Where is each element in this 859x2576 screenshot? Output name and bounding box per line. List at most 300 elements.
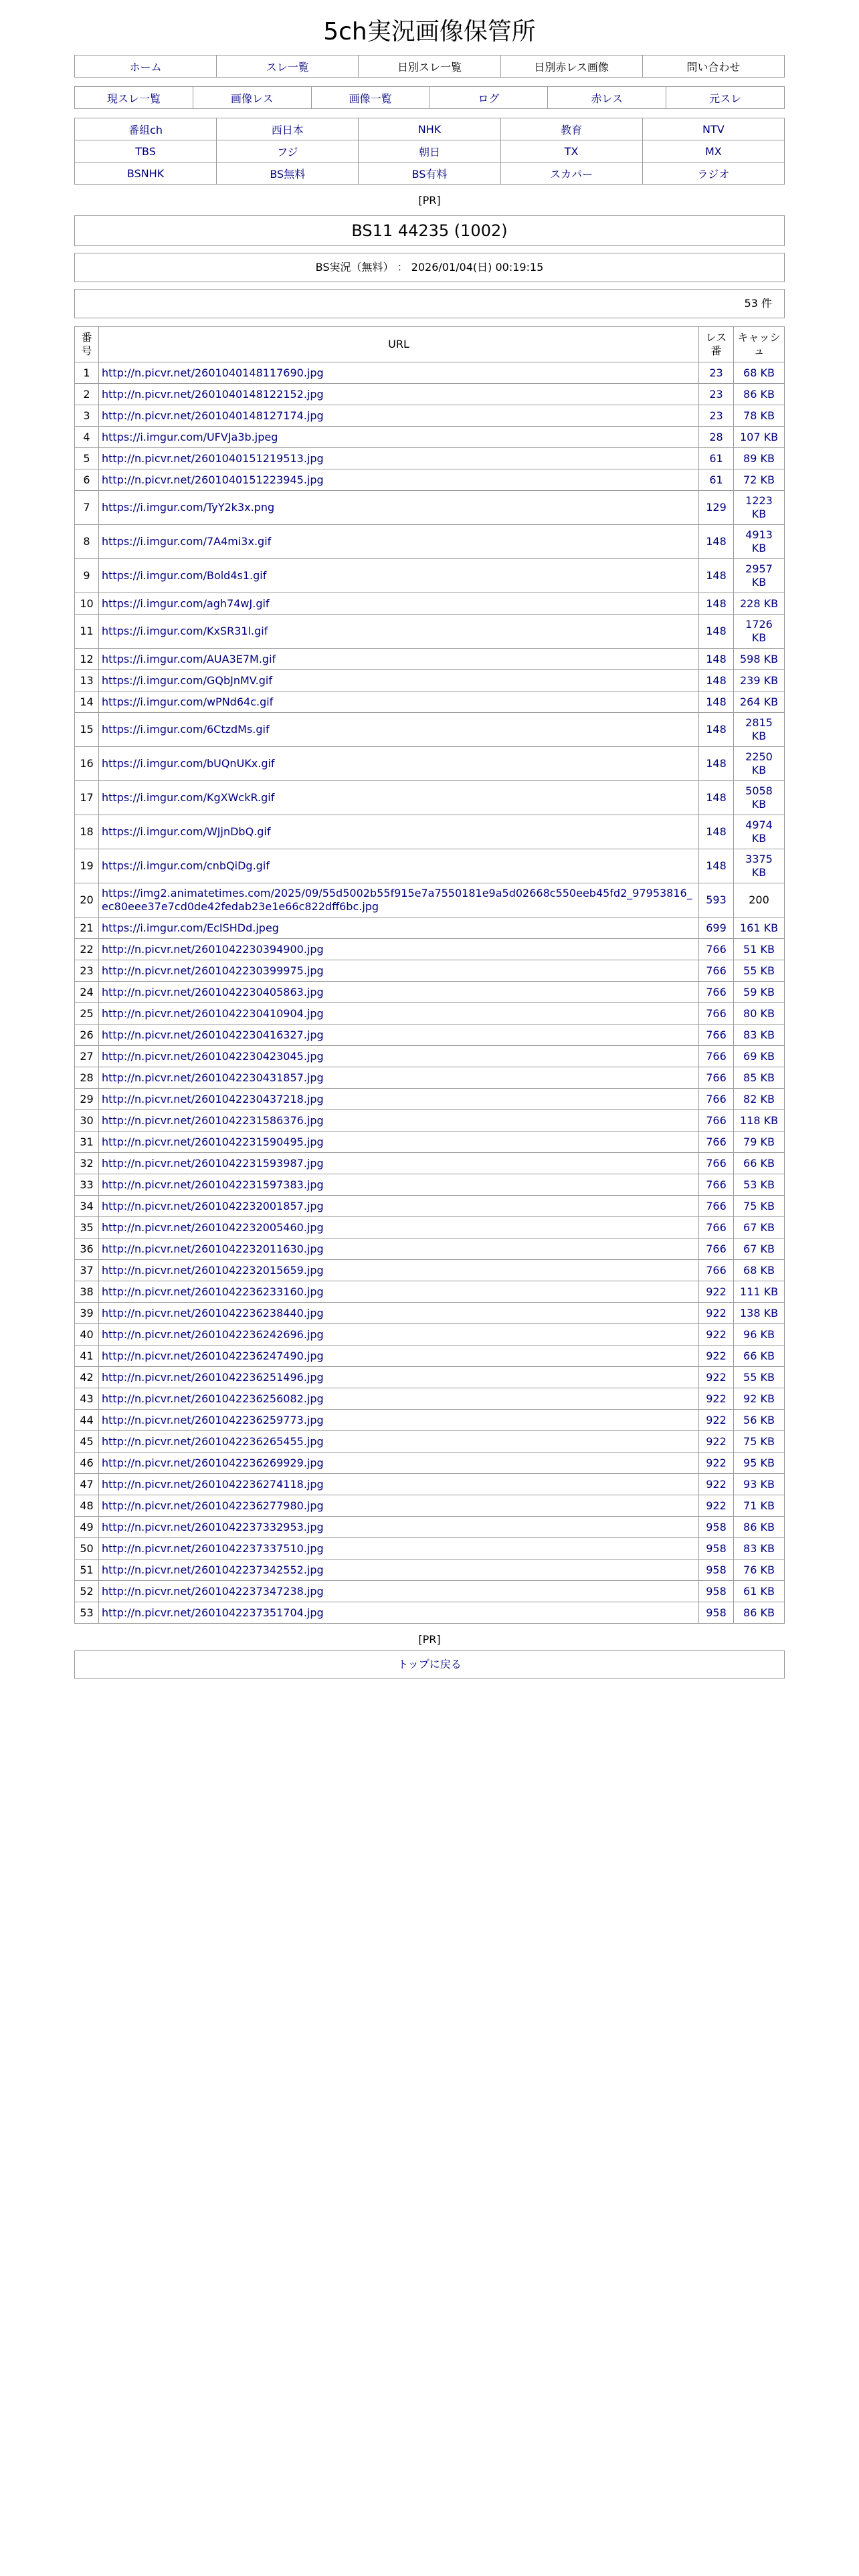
- cache-link[interactable]: 85 KB: [743, 1071, 775, 1084]
- row-cache-cell: [734, 849, 785, 883]
- res-number-link[interactable]: 922: [706, 1499, 727, 1512]
- row-cache-cell: [734, 747, 785, 781]
- res-number-link[interactable]: 766: [706, 1199, 727, 1212]
- res-number-link[interactable]: 766: [706, 1156, 727, 1170]
- res-number-link[interactable]: 922: [706, 1477, 727, 1491]
- res-number-link[interactable]: 148: [706, 652, 727, 665]
- row-cache-cell: [734, 1132, 785, 1153]
- table-row: [75, 1560, 785, 1581]
- channel-nav-row: [75, 118, 785, 140]
- image-url-link[interactable]: http://n.picvr.net/2601042236242696.jpg: [102, 1327, 324, 1341]
- image-url-link[interactable]: http://n.picvr.net/2601042230405863.jpg: [102, 985, 324, 998]
- channel-link[interactable]: NTV: [702, 122, 725, 136]
- cache-link[interactable]: 111 KB: [739, 1285, 779, 1298]
- res-number-link[interactable]: 922: [706, 1327, 727, 1341]
- cache-link[interactable]: 86 KB: [743, 1520, 775, 1533]
- image-url-link[interactable]: http://n.picvr.net/2601042237337510.jpg: [102, 1541, 324, 1555]
- row-number: 52: [75, 1581, 99, 1602]
- thread-nav-item-link[interactable]: 元スレ: [709, 92, 742, 105]
- image-url-link[interactable]: https://i.imgur.com/Bold4s1.gif: [102, 569, 267, 582]
- image-url-link[interactable]: http://n.picvr.net/2601042237332953.jpg: [102, 1520, 324, 1533]
- image-url-link[interactable]: http://n.picvr.net/2601040148127174.jpg: [102, 409, 324, 422]
- image-url-link[interactable]: https://i.imgur.com/AUA3E7M.gif: [102, 652, 276, 665]
- main-nav-item-link[interactable]: スレ一覧: [266, 60, 309, 74]
- pr-label-bottom[interactable]: [PR]: [418, 1633, 441, 1646]
- res-number-link[interactable]: 922: [706, 1370, 727, 1384]
- cache-link[interactable]: 69 KB: [743, 1049, 775, 1063]
- row-number: 17: [75, 781, 99, 815]
- cache-link[interactable]: 80 KB: [743, 1006, 775, 1020]
- row-cache-cell: [734, 1474, 785, 1495]
- image-url-link[interactable]: https://i.imgur.com/GQbJnMV.gif: [102, 673, 272, 687]
- row-number: 47: [75, 1474, 99, 1495]
- cache-link[interactable]: 86 KB: [743, 1606, 775, 1619]
- cache-link[interactable]: 78 KB: [743, 409, 775, 422]
- row-url-cell: [99, 1025, 699, 1046]
- row-number: 45: [75, 1431, 99, 1453]
- cache-link[interactable]: 89 KB: [743, 451, 775, 465]
- channel-link[interactable]: 教育: [561, 123, 583, 136]
- row-cache-cell: [734, 1196, 785, 1217]
- res-number-link[interactable]: 958: [706, 1541, 727, 1555]
- cache-link[interactable]: 82 KB: [743, 1092, 775, 1105]
- res-number-link[interactable]: 922: [706, 1434, 727, 1448]
- cache-link[interactable]: 68 KB: [743, 1263, 775, 1277]
- row-number: 13: [75, 670, 99, 691]
- cache-link[interactable]: 2815 KB: [745, 716, 773, 742]
- image-url-link[interactable]: https://i.imgur.com/KgXWckR.gif: [102, 791, 275, 804]
- channel-link[interactable]: ラジオ: [697, 167, 730, 181]
- row-url-cell: [99, 1560, 699, 1581]
- image-url-link[interactable]: https://i.imgur.com/EcISHDd.jpeg: [102, 921, 279, 934]
- row-res-cell: [699, 670, 734, 691]
- res-number-link[interactable]: 61: [709, 451, 723, 465]
- row-number: 1: [75, 362, 99, 384]
- thread-nav-item-cell: [666, 87, 785, 109]
- image-url-link[interactable]: https://i.imgur.com/7A4mi3x.gif: [102, 535, 272, 548]
- channel-link[interactable]: BS無料: [270, 167, 306, 181]
- image-url-link[interactable]: http://n.picvr.net/2601040151219513.jpg: [102, 451, 324, 465]
- res-number-link[interactable]: 23: [709, 387, 723, 401]
- cache-link[interactable]: 92 KB: [743, 1392, 775, 1405]
- res-number-link[interactable]: 766: [706, 1006, 727, 1020]
- row-res-cell: [699, 1217, 734, 1239]
- channel-link[interactable]: 朝日: [418, 145, 440, 158]
- image-url-link[interactable]: http://n.picvr.net/2601042236277980.jpg: [102, 1499, 324, 1512]
- image-url-link[interactable]: https://i.imgur.com/wPNd64c.gif: [102, 695, 274, 708]
- channel-link[interactable]: 西日本: [271, 123, 304, 136]
- channel-nav-cell: [75, 140, 217, 163]
- cache-status: 200: [749, 893, 769, 906]
- channel-link[interactable]: 番組ch: [128, 123, 163, 136]
- cache-link[interactable]: 67 KB: [743, 1220, 775, 1234]
- row-res-cell: [699, 1303, 734, 1324]
- cache-link[interactable]: 95 KB: [743, 1456, 775, 1469]
- res-number-link[interactable]: 148: [706, 859, 727, 872]
- image-url-link[interactable]: http://n.picvr.net/2601042232001857.jpg: [102, 1199, 324, 1212]
- table-row: [75, 1217, 785, 1239]
- row-number: 30: [75, 1110, 99, 1132]
- cache-link[interactable]: 66 KB: [743, 1156, 775, 1170]
- table-row: [75, 559, 785, 593]
- res-number-link[interactable]: 766: [706, 942, 727, 956]
- channel-link[interactable]: BS有料: [411, 167, 448, 181]
- res-number-link[interactable]: 148: [706, 695, 727, 708]
- image-url-link[interactable]: http://n.picvr.net/2601042232005460.jpg: [102, 1220, 324, 1234]
- image-url-link[interactable]: http://n.picvr.net/2601042231593987.jpg: [102, 1156, 324, 1170]
- cache-link[interactable]: 51 KB: [743, 942, 775, 956]
- res-number-link[interactable]: 593: [706, 893, 727, 906]
- row-url-cell: [99, 1046, 699, 1067]
- row-number: 41: [75, 1346, 99, 1367]
- cache-link[interactable]: 1726 KB: [745, 618, 773, 644]
- row-cache-cell: [734, 918, 785, 939]
- image-url-link[interactable]: http://n.picvr.net/2601042237347238.jpg: [102, 1584, 324, 1598]
- res-number-link[interactable]: 766: [706, 1113, 727, 1127]
- row-number: 39: [75, 1303, 99, 1324]
- row-cache-cell: [734, 1453, 785, 1474]
- image-url-link[interactable]: https://img2.animatetimes.com/2025/09/55d5002b55f915e7a7550181e9a5d02668c550eeb45fd2_97953816_ec80eee37e7cd0de42fedab23e1e66c822dff6bc.jpg: [102, 887, 692, 913]
- row-url-cell: [99, 469, 699, 491]
- res-number-link[interactable]: 766: [706, 985, 727, 998]
- thread-nav-item-link[interactable]: ログ: [478, 92, 500, 105]
- image-url-link[interactable]: http://n.picvr.net/2601040148117690.jpg: [102, 366, 324, 379]
- image-url-link[interactable]: http://n.picvr.net/2601042230416327.jpg: [102, 1028, 324, 1041]
- image-url-link[interactable]: http://n.picvr.net/2601042231597383.jpg: [102, 1178, 324, 1191]
- row-number: 5: [75, 448, 99, 469]
- thread-nav-item-link[interactable]: 現スレ一覧: [106, 92, 161, 105]
- res-number-link[interactable]: 922: [706, 1456, 727, 1469]
- row-url-cell: [99, 1517, 699, 1538]
- channel-link[interactable]: BSNHK: [126, 167, 165, 180]
- cache-link[interactable]: 72 KB: [743, 473, 775, 486]
- cache-link[interactable]: 161 KB: [739, 921, 779, 934]
- site-title: 5ch実況画像保管所: [323, 18, 536, 45]
- row-url-cell: [99, 918, 699, 939]
- table-row: [75, 1196, 785, 1217]
- res-number-link[interactable]: 766: [706, 1242, 727, 1255]
- image-url-link[interactable]: http://n.picvr.net/2601042230410904.jpg: [102, 1006, 324, 1020]
- row-cache-cell: [734, 1495, 785, 1517]
- image-url-link[interactable]: https://i.imgur.com/UFVJa3b.jpeg: [102, 430, 278, 443]
- channel-nav-row: [75, 163, 785, 185]
- row-url-cell: [99, 691, 699, 713]
- table-row: [75, 615, 785, 649]
- res-number-link[interactable]: 23: [709, 366, 723, 379]
- cache-link[interactable]: 53 KB: [743, 1178, 775, 1191]
- row-res-cell: [699, 747, 734, 781]
- row-number: 4: [75, 427, 99, 448]
- table-row: [75, 960, 785, 982]
- image-url-link[interactable]: http://n.picvr.net/2601042232015659.jpg: [102, 1263, 324, 1277]
- res-number-link[interactable]: 766: [706, 964, 727, 977]
- cache-link[interactable]: 239 KB: [739, 673, 779, 687]
- image-url-link[interactable]: https://i.imgur.com/6CtzdMs.gif: [102, 723, 270, 736]
- cache-link[interactable]: 59 KB: [743, 985, 775, 998]
- row-number: 38: [75, 1281, 99, 1303]
- main-nav-item-cell: [359, 56, 500, 78]
- row-cache-cell: [734, 1067, 785, 1089]
- main-nav-item-cell: [500, 56, 642, 78]
- cache-link[interactable]: 4974 KB: [745, 819, 773, 845]
- image-url-link[interactable]: http://n.picvr.net/2601042236251496.jpg: [102, 1370, 324, 1384]
- row-number: 44: [75, 1410, 99, 1431]
- row-url-cell: [99, 1346, 699, 1367]
- cache-link[interactable]: 107 KB: [739, 430, 779, 443]
- row-number: 22: [75, 939, 99, 960]
- channel-link[interactable]: MX: [704, 144, 722, 158]
- image-url-link[interactable]: http://n.picvr.net/2601042230431857.jpg: [102, 1071, 324, 1084]
- cache-link[interactable]: 76 KB: [743, 1563, 775, 1576]
- image-url-link[interactable]: http://n.picvr.net/2601042236259773.jpg: [102, 1413, 324, 1426]
- image-url-link[interactable]: http://n.picvr.net/2601042236265455.jpg: [102, 1434, 324, 1448]
- row-url-cell: [99, 1153, 699, 1174]
- main-nav-item-label: 日別赤レス画像: [534, 60, 609, 74]
- thread-nav-item-cell: [311, 87, 430, 109]
- image-url-link[interactable]: https://i.imgur.com/KxSR31l.gif: [102, 625, 268, 637]
- thread-nav-item-link[interactable]: 赤レス: [591, 92, 623, 105]
- row-number: 6: [75, 469, 99, 491]
- row-number: 49: [75, 1517, 99, 1538]
- row-res-cell: [699, 1431, 734, 1453]
- row-number: 35: [75, 1217, 99, 1239]
- row-res-cell: [699, 427, 734, 448]
- res-number-link[interactable]: 766: [706, 1028, 727, 1041]
- row-res-cell: [699, 815, 734, 849]
- res-number-link[interactable]: 766: [706, 1092, 727, 1105]
- row-cache-cell: [734, 670, 785, 691]
- table-row: [75, 713, 785, 747]
- row-url-cell: [99, 1174, 699, 1196]
- pr-label-top[interactable]: [PR]: [418, 194, 441, 207]
- cache-link[interactable]: 75 KB: [743, 1199, 775, 1212]
- res-number-link[interactable]: 958: [706, 1520, 727, 1533]
- image-url-link[interactable]: http://n.picvr.net/2601042230394900.jpg: [102, 942, 324, 956]
- row-res-cell: [699, 1260, 734, 1281]
- channel-link[interactable]: NHK: [417, 122, 442, 136]
- channel-link[interactable]: TX: [564, 144, 579, 158]
- image-url-link[interactable]: http://n.picvr.net/2601042236256082.jpg: [102, 1392, 324, 1405]
- thread-title-box: [74, 215, 785, 246]
- table-row: [75, 849, 785, 883]
- row-url-cell: [99, 1538, 699, 1560]
- row-number: 10: [75, 593, 99, 615]
- table-row: [75, 469, 785, 491]
- res-number-link[interactable]: 766: [706, 1220, 727, 1234]
- image-url-link[interactable]: https://i.imgur.com/cnbQiDg.gif: [102, 859, 270, 872]
- thread-title: BS11 44235 (1002): [351, 221, 508, 240]
- res-number-link[interactable]: 766: [706, 1071, 727, 1084]
- image-url-link[interactable]: http://n.picvr.net/2601042237351704.jpg: [102, 1606, 324, 1619]
- row-number: 25: [75, 1003, 99, 1025]
- image-url-link[interactable]: http://n.picvr.net/2601042232011630.jpg: [102, 1242, 324, 1255]
- res-number-link[interactable]: 766: [706, 1178, 727, 1191]
- cache-link[interactable]: 79 KB: [743, 1135, 775, 1148]
- row-number: 43: [75, 1388, 99, 1410]
- row-cache-cell: [734, 1410, 785, 1431]
- row-number: 51: [75, 1560, 99, 1581]
- row-url-cell: [99, 1132, 699, 1153]
- res-number-link[interactable]: 958: [706, 1584, 727, 1598]
- back-to-top-box: [74, 1650, 785, 1679]
- res-number-link[interactable]: 148: [706, 757, 727, 770]
- table-row: [75, 670, 785, 691]
- res-number-link[interactable]: 148: [706, 673, 727, 687]
- thread-nav-item-link[interactable]: 画像一覧: [349, 92, 392, 105]
- channel-link[interactable]: フジ: [277, 145, 298, 158]
- cache-link[interactable]: 228 KB: [739, 597, 779, 610]
- row-cache-cell: [734, 1581, 785, 1602]
- cache-link[interactable]: 86 KB: [743, 387, 775, 401]
- channel-link[interactable]: TBS: [135, 144, 156, 158]
- table-row: [75, 747, 785, 781]
- image-url-link[interactable]: https://i.imgur.com/WJjnDbQ.gif: [102, 825, 271, 838]
- res-number-link[interactable]: 28: [709, 430, 723, 443]
- table-row: [75, 1538, 785, 1560]
- res-number-link[interactable]: 148: [706, 791, 727, 804]
- table-row: [75, 1239, 785, 1260]
- res-number-link[interactable]: 922: [706, 1413, 727, 1426]
- row-cache-cell: [734, 1260, 785, 1281]
- row-cache-cell: [734, 525, 785, 559]
- res-number-link[interactable]: 958: [706, 1563, 727, 1576]
- image-url-link[interactable]: http://n.picvr.net/2601042230437218.jpg: [102, 1092, 324, 1105]
- cache-link[interactable]: 83 KB: [743, 1541, 775, 1555]
- res-number-link[interactable]: 922: [706, 1392, 727, 1405]
- cache-link[interactable]: 2957 KB: [745, 562, 773, 588]
- channel-nav-cell: [500, 163, 642, 185]
- image-url-link[interactable]: http://n.picvr.net/2601042231590495.jpg: [102, 1135, 324, 1148]
- row-cache-cell: [734, 1046, 785, 1067]
- res-number-link[interactable]: 148: [706, 569, 727, 582]
- cache-link[interactable]: 61 KB: [743, 1584, 775, 1598]
- row-number: 20: [75, 883, 99, 918]
- image-url-link[interactable]: https://i.imgur.com/TyY2k3x.png: [102, 501, 275, 514]
- cache-link[interactable]: 66 KB: [743, 1349, 775, 1362]
- cache-link[interactable]: 68 KB: [743, 366, 775, 379]
- table-row: [75, 982, 785, 1003]
- cache-link[interactable]: 264 KB: [739, 695, 779, 708]
- res-number-link[interactable]: 699: [706, 921, 727, 934]
- res-number-link[interactable]: 766: [706, 1049, 727, 1063]
- res-number-link[interactable]: 766: [706, 1135, 727, 1148]
- row-url-cell: [99, 1303, 699, 1324]
- cache-link[interactable]: 55 KB: [743, 1370, 775, 1384]
- row-number: 12: [75, 649, 99, 670]
- row-number: 2: [75, 384, 99, 405]
- row-number: 34: [75, 1196, 99, 1217]
- res-number-link[interactable]: 148: [706, 625, 727, 637]
- thread-info: BS実況（無料） ： 2026/01/04(日) 00:19:15: [315, 261, 544, 274]
- cache-link[interactable]: 4913 KB: [745, 528, 773, 554]
- row-res-cell: [699, 448, 734, 469]
- channel-link[interactable]: スカパー: [550, 167, 593, 181]
- row-number: 7: [75, 491, 99, 525]
- table-row: [75, 883, 785, 918]
- res-number-link[interactable]: 922: [706, 1285, 727, 1298]
- row-number: 23: [75, 960, 99, 982]
- row-cache-cell: [734, 939, 785, 960]
- res-number-link[interactable]: 61: [709, 473, 723, 486]
- table-row: [75, 593, 785, 615]
- cache-link[interactable]: 118 KB: [739, 1113, 779, 1127]
- thread-info-box: [74, 253, 785, 282]
- row-cache-cell: [734, 1025, 785, 1046]
- image-url-link[interactable]: http://n.picvr.net/2601042236274118.jpg: [102, 1477, 324, 1491]
- row-cache-cell: [734, 1239, 785, 1260]
- image-url-link[interactable]: http://n.picvr.net/2601042230399975.jpg: [102, 964, 324, 977]
- cache-link[interactable]: 55 KB: [743, 964, 775, 977]
- cache-link[interactable]: 138 KB: [739, 1306, 779, 1319]
- cache-link[interactable]: 3375 KB: [745, 853, 773, 879]
- res-number-link[interactable]: 23: [709, 409, 723, 422]
- image-url-link[interactable]: http://n.picvr.net/2601040148122152.jpg: [102, 387, 324, 401]
- row-cache-cell: [734, 1602, 785, 1624]
- main-nav-item-link[interactable]: ホーム: [129, 60, 162, 74]
- cache-link[interactable]: 1223 KB: [745, 494, 773, 520]
- image-url-link[interactable]: http://n.picvr.net/2601042236269929.jpg: [102, 1456, 324, 1469]
- image-url-link[interactable]: http://n.picvr.net/2601042237342552.jpg: [102, 1563, 324, 1576]
- row-cache-cell: [734, 1346, 785, 1367]
- row-res-cell: [699, 918, 734, 939]
- image-url-link[interactable]: https://i.imgur.com/bUQnUKx.gif: [102, 757, 275, 770]
- row-res-cell: [699, 1046, 734, 1067]
- res-number-link[interactable]: 148: [706, 723, 727, 736]
- table-row: [75, 448, 785, 469]
- image-url-link[interactable]: http://n.picvr.net/2601042230423045.jpg: [102, 1049, 324, 1063]
- cache-link[interactable]: 83 KB: [743, 1028, 775, 1041]
- back-to-top-link[interactable]: トップに戻る: [397, 1658, 462, 1671]
- res-number-link[interactable]: 958: [706, 1606, 727, 1619]
- res-number-link[interactable]: 148: [706, 597, 727, 610]
- image-url-link[interactable]: http://n.picvr.net/2601042231586376.jpg: [102, 1113, 324, 1127]
- cache-link[interactable]: 96 KB: [743, 1327, 775, 1341]
- row-url-cell: [99, 1388, 699, 1410]
- table-row: [75, 1517, 785, 1538]
- res-number-link[interactable]: 148: [706, 535, 727, 548]
- res-number-link[interactable]: 766: [706, 1263, 727, 1277]
- cache-link[interactable]: 75 KB: [743, 1434, 775, 1448]
- row-url-cell: [99, 427, 699, 448]
- table-row: [75, 918, 785, 939]
- cache-link[interactable]: 67 KB: [743, 1242, 775, 1255]
- res-number-link[interactable]: 148: [706, 825, 727, 838]
- image-url-link[interactable]: http://n.picvr.net/2601040151223945.jpg: [102, 473, 324, 486]
- cache-link[interactable]: 5058 KB: [745, 784, 773, 811]
- table-row: [75, 781, 785, 815]
- res-number-link[interactable]: 922: [706, 1306, 727, 1319]
- thread-nav-item-link[interactable]: 画像レス: [230, 92, 274, 105]
- cache-link[interactable]: 93 KB: [743, 1477, 775, 1491]
- image-url-link[interactable]: http://n.picvr.net/2601042236247490.jpg: [102, 1349, 324, 1362]
- row-cache-cell: [734, 384, 785, 405]
- cache-link[interactable]: 598 KB: [739, 652, 779, 665]
- image-url-link[interactable]: https://i.imgur.com/agh74wJ.gif: [102, 597, 270, 610]
- image-url-link[interactable]: http://n.picvr.net/2601042236238440.jpg: [102, 1306, 324, 1319]
- table-row: [75, 1581, 785, 1602]
- cache-link[interactable]: 2250 KB: [745, 750, 773, 776]
- res-number-link[interactable]: 922: [706, 1349, 727, 1362]
- table-row: [75, 1410, 785, 1431]
- image-url-link[interactable]: http://n.picvr.net/2601042236233160.jpg: [102, 1285, 324, 1298]
- res-number-link[interactable]: 129: [706, 501, 727, 514]
- cache-link[interactable]: 71 KB: [743, 1499, 775, 1512]
- row-cache-cell: [734, 1217, 785, 1239]
- table-row: [75, 1281, 785, 1303]
- row-number: 27: [75, 1046, 99, 1067]
- cache-link[interactable]: 56 KB: [743, 1413, 775, 1426]
- row-res-cell: [699, 1067, 734, 1089]
